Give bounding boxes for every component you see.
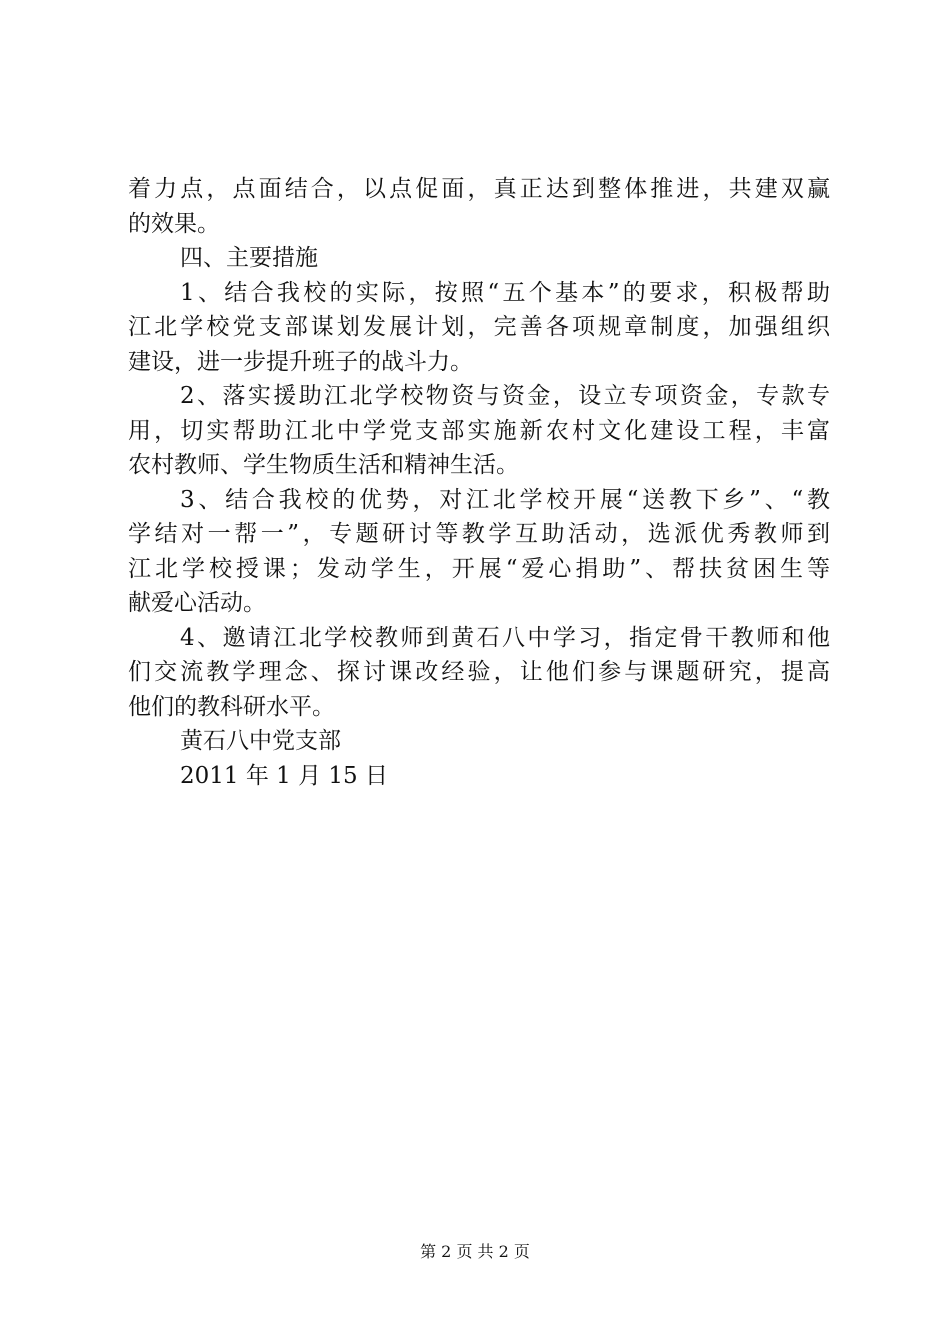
paragraph-line: 1、结合我校的实际，按照“五个基本”的要求，积极帮助	[180, 279, 830, 306]
paragraph-line: 们交流教学理念、探讨课改经验，让他们参与课题研究，提高	[128, 659, 830, 685]
signature-organization: 黄石八中党支部	[180, 728, 341, 754]
paragraph-line: 献爱心活动。	[128, 590, 266, 616]
signature-date: 2011 年 1 月 15 日	[180, 762, 388, 789]
paragraph-line: 江北学校党支部谋划发展计划，完善各项规章制度，加强组织	[128, 314, 830, 340]
paragraph-line: 江北学校授课；发动学生，开展“爱心捐助”、帮扶贫困生等	[128, 555, 830, 582]
paragraph-line: 建设，进一步提升班子的战斗力。	[128, 348, 473, 375]
paragraph-line: 2、落实援助江北学校物资与资金，设立专项资金，专款专	[180, 383, 830, 409]
paragraph-line: 的效果。	[128, 210, 220, 237]
paragraph-line: 农村教师、学生物质生活和精神生活。	[128, 452, 519, 478]
page-number-footer: 第 2 页 共 2 页	[420, 1242, 530, 1261]
section-heading: 四、主要措施	[180, 245, 318, 271]
paragraph-line: 学结对一帮一”，专题研讨等教学互助活动，选派优秀教师到	[128, 521, 830, 547]
paragraph-line: 他们的教科研水平。	[128, 693, 335, 720]
paragraph-line: 着力点，点面结合，以点促面，真正达到整体推进，共建双赢	[128, 176, 830, 202]
paragraph-line: 3、结合我校的优势，对江北学校开展“送教下乡”、“教	[180, 486, 830, 513]
paragraph-line: 用，切实帮助江北中学党支部实施新农村文化建设工程，丰富	[128, 417, 830, 444]
paragraph-line: 4、邀请江北学校教师到黄石八中学习，指定骨干教师和他	[180, 624, 830, 651]
document-body	[128, 172, 830, 793]
